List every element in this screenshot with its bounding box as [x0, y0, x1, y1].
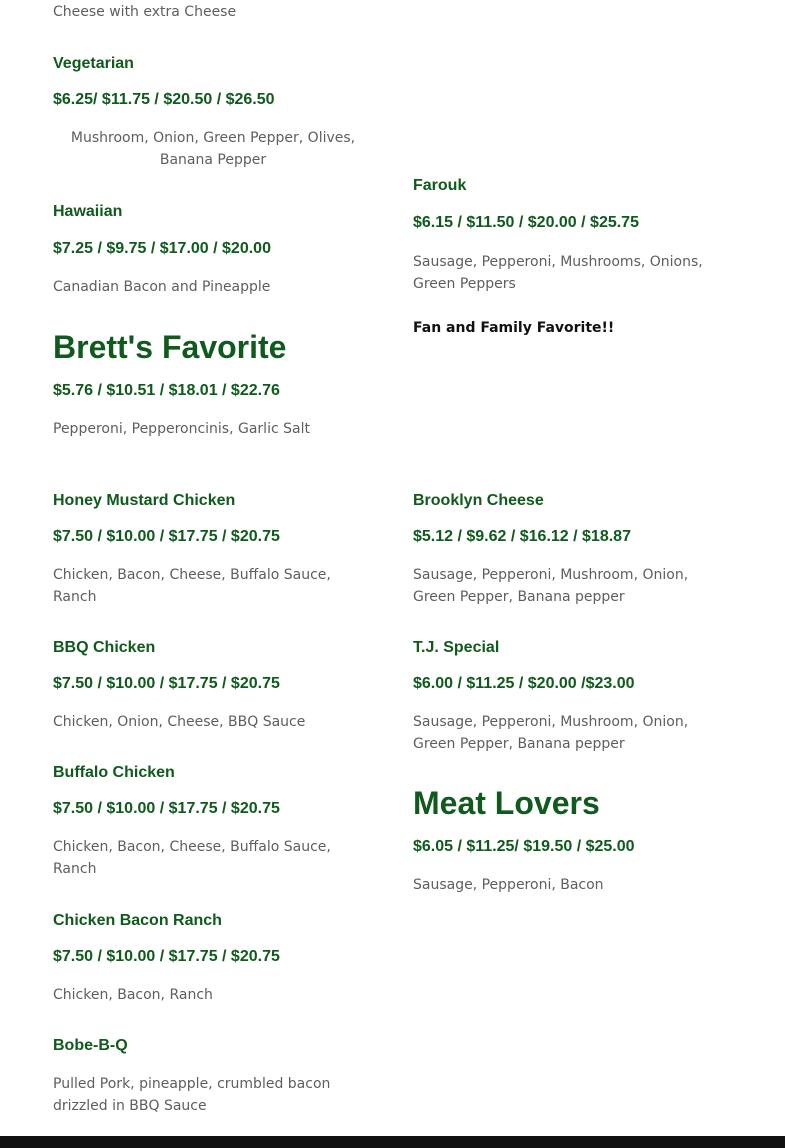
menu-item-description: Sausage, Pepperoni, Mushrooms, Onions, Green Peppers: [413, 254, 703, 292]
menu-item-name-bbq-chicken: BBQ Chicken: [53, 639, 156, 656]
menu-item-description: Mushroom, Onion, Green Pepper, Olives, Banana Pepper: [70, 130, 356, 168]
menu-item-price: $7.50 / $10.00 / $17.75 / $20.75: [53, 528, 280, 545]
menu-item-name-chicken-bacon-ranch: Chicken Bacon Ranch: [53, 912, 222, 929]
menu-item-description: Canadian Bacon and Pineapple: [53, 279, 271, 295]
menu-item-price: $7.50 / $10.00 / $17.75 / $20.75: [53, 948, 280, 965]
menu-item-description: Pepperoni, Pepperoncinis, Garlic Salt: [53, 421, 310, 437]
footer-bar: [0, 1136, 785, 1148]
menu-item-description: Sausage, Pepperoni, Bacon: [413, 877, 604, 893]
menu-item-price: $5.76 / $10.51 / $18.01 / $22.76: [53, 382, 280, 399]
menu-item-description: Sausage, Pepperoni, Mushroom, Onion, Green Pepper, Banana pepper: [413, 714, 689, 752]
menu-item-note: Fan and Family Favorite!!: [413, 320, 615, 336]
menu-item-name-brooklyn-cheese: Brooklyn Cheese: [413, 492, 544, 509]
menu-item-description: Chicken, Bacon, Cheese, Buffalo Sauce, Ranch: [53, 839, 331, 877]
menu-item-description: Chicken, Bacon, Ranch: [53, 987, 213, 1003]
menu-item-price: $7.25 / $9.75 / $17.00 / $20.00: [53, 240, 271, 257]
menu-item-description: Chicken, Bacon, Cheese, Buffalo Sauce, Ranch: [53, 567, 331, 605]
menu-item-name-bobe-b-q: Bobe-B-Q: [53, 1037, 128, 1054]
menu-item-price: $5.12 / $9.62 / $16.12 / $18.87: [413, 528, 631, 545]
menu-item-name-tj-special: T.J. Special: [413, 639, 500, 656]
menu-item-name-bretts-favorite: Brett's Favorite: [53, 329, 287, 365]
menu-item-name-meat-lovers: Meat Lovers: [413, 785, 600, 821]
menu-item-description: Cheese with extra Cheese: [53, 4, 237, 20]
menu-item-price: $7.50 / $10.00 / $17.75 / $20.75: [53, 675, 280, 692]
menu-item-price: $6.05 / $11.25/ $19.50 / $25.00: [413, 838, 635, 855]
menu-item-name-farouk: Farouk: [413, 177, 467, 194]
menu-item-description: Pulled Pork, pineapple, crumbled bacon drizzled in BBQ Sauce: [53, 1076, 331, 1114]
menu-item-description: Sausage, Pepperoni, Mushroom, Onion, Green Pepper, Banana pepper: [413, 567, 689, 605]
menu-item-name-buffalo-chicken: Buffalo Chicken: [53, 764, 175, 781]
menu-item-name-honey-mustard-chicken: Honey Mustard Chicken: [53, 492, 236, 509]
menu-item-price: $6.00 / $11.25 / $20.00 /$23.00: [413, 675, 635, 692]
menu-item-price: $6.15 / $11.50 / $20.00 / $25.75: [413, 214, 639, 231]
menu-item-price: $6.25/ $11.75 / $20.50 / $26.50: [53, 91, 275, 108]
menu-item-description: Chicken, Onion, Cheese, BBQ Sauce: [53, 714, 306, 730]
menu-item-price: $7.50 / $10.00 / $17.75 / $20.75: [53, 800, 280, 817]
menu-item-name-vegetarian: Vegetarian: [53, 55, 134, 72]
menu-item-name-hawaiian: Hawaiian: [53, 203, 123, 220]
